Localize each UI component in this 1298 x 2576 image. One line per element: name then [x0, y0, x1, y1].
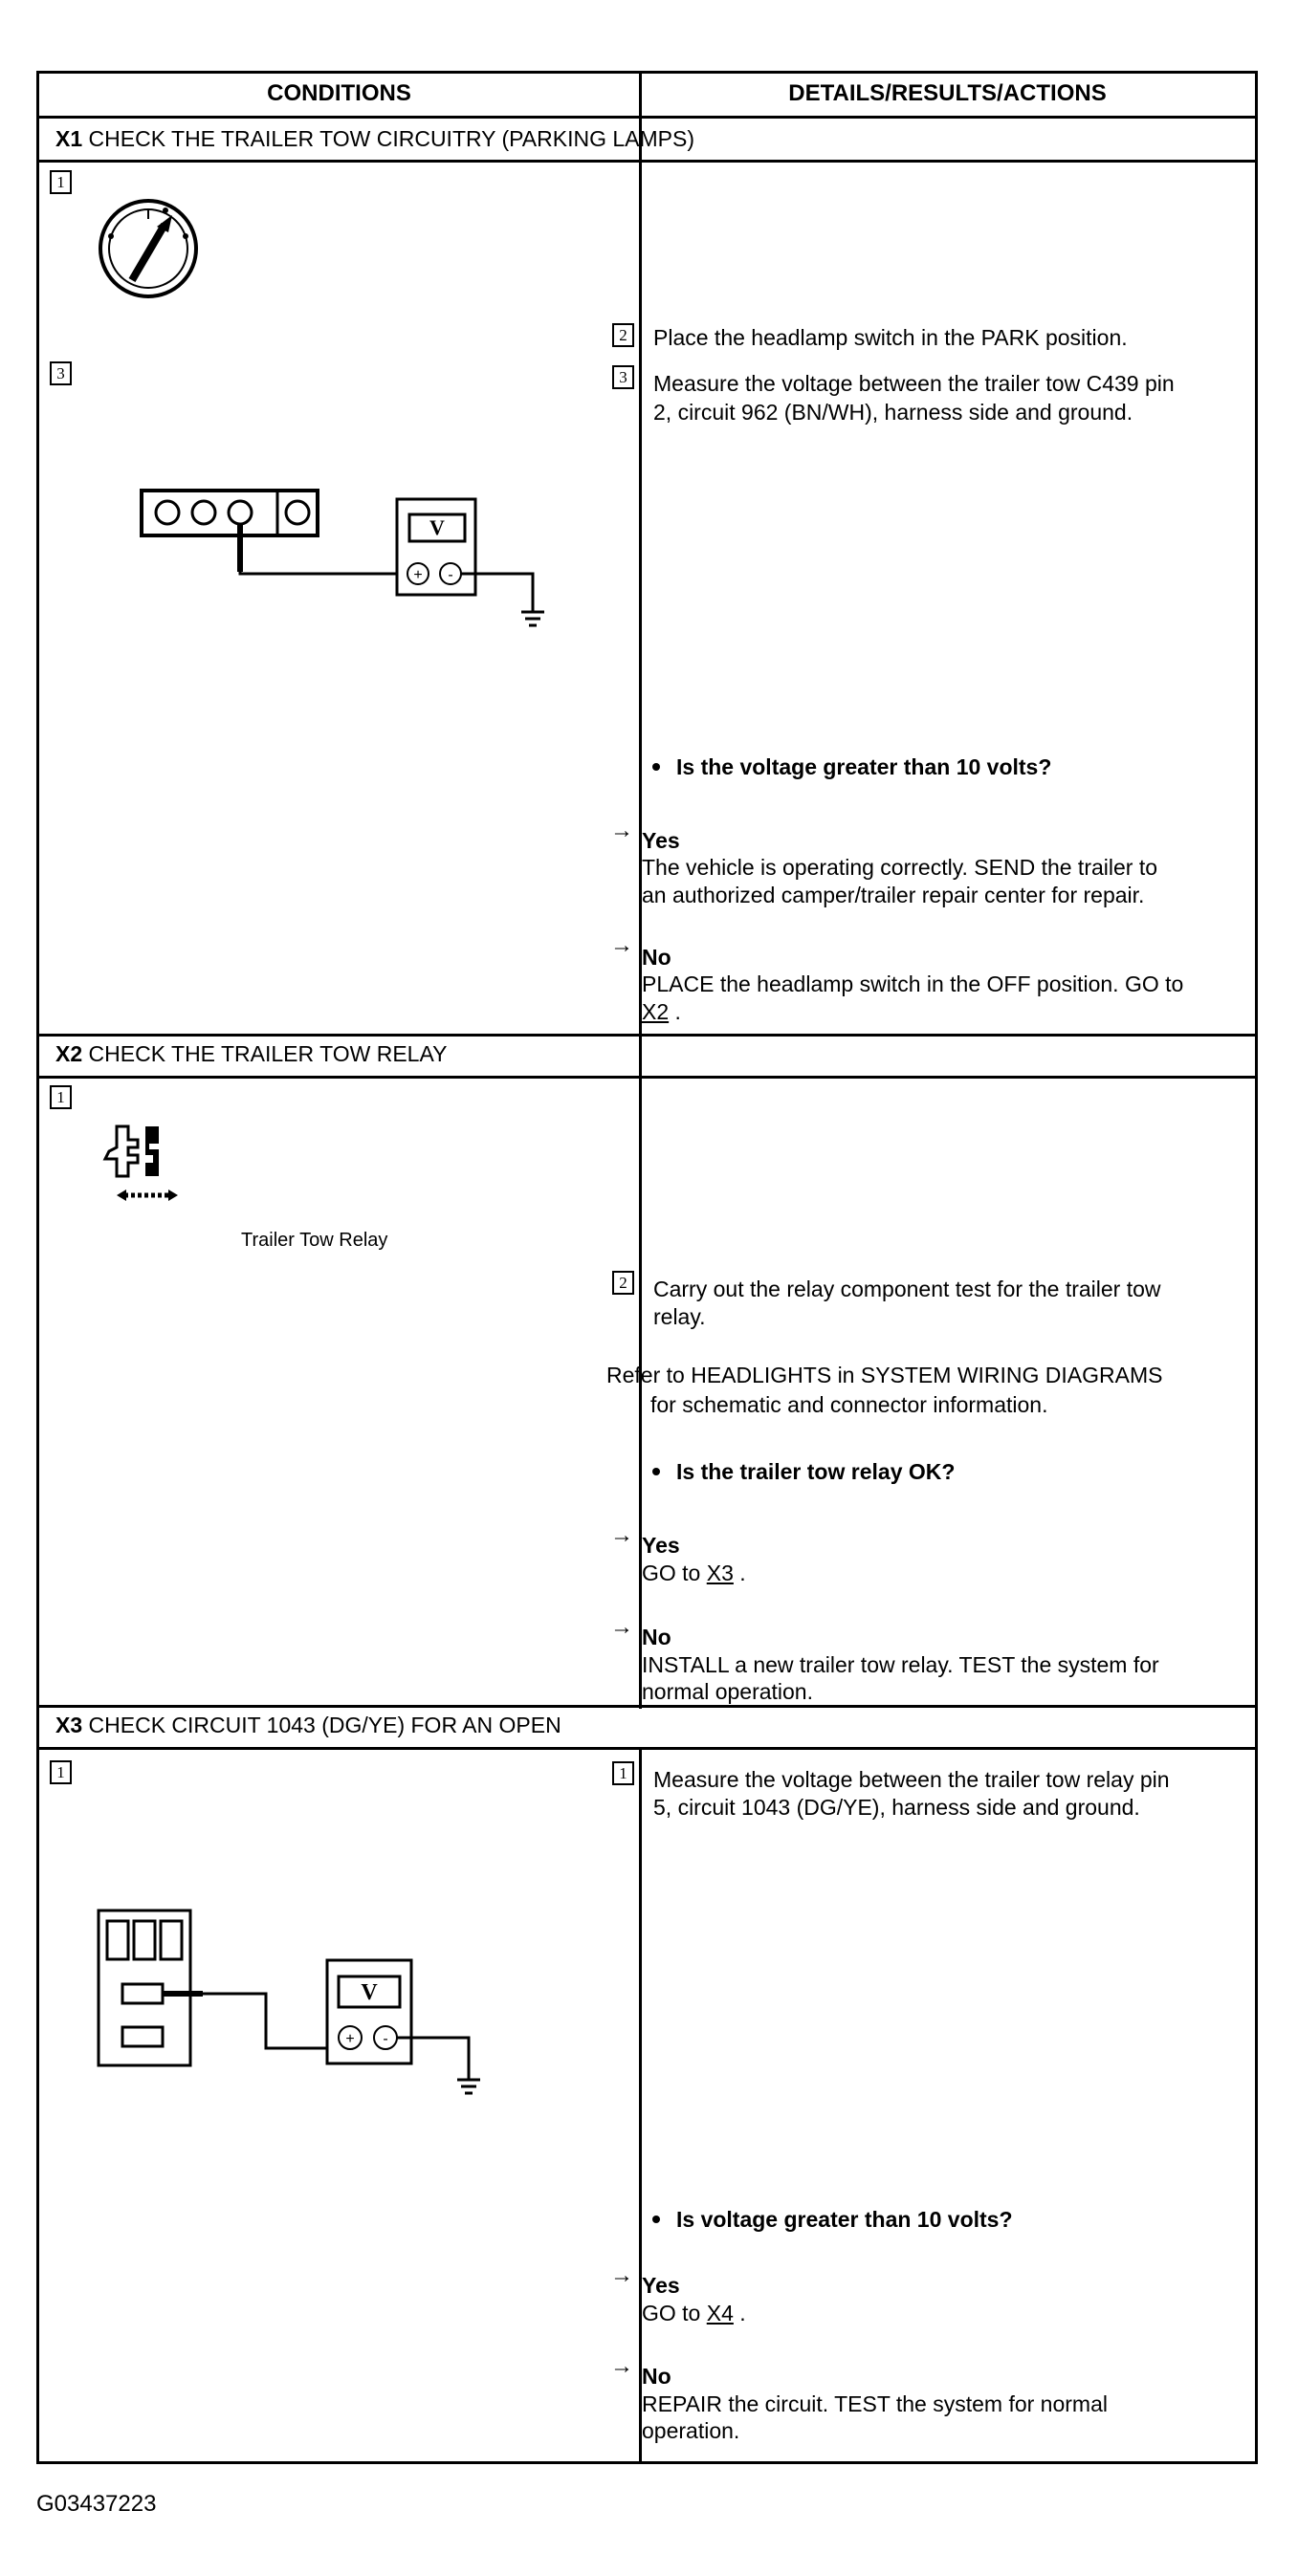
svg-text:+: + [345, 2031, 355, 2047]
step-number-box: 2 [612, 1271, 634, 1295]
yes-label: Yes [642, 2273, 680, 2298]
step-text: Place the headlamp switch in the PARK position. [653, 325, 1128, 350]
arrow-right-icon: → [610, 2353, 633, 2379]
reference-text: for schematic and connector information. [650, 1392, 1048, 1417]
svg-text:V: V [361, 1980, 378, 2005]
go-to-prefix: GO to [642, 1561, 701, 1585]
svg-text:V: V [429, 515, 445, 539]
svg-text:-: - [383, 2031, 388, 2047]
connector-voltmeter-diagram [139, 478, 560, 641]
result-text: PLACE the headlamp switch in the OFF position. GO to [642, 971, 1184, 996]
column-header-conditions: CONDITIONS [267, 80, 411, 106]
result-text: The vehicle is operating correctly. SEND the trailer to [642, 855, 1158, 880]
arrow-right-icon: → [610, 932, 633, 958]
step-text: 2, circuit 962 (BN/WH), harness side and ground. [653, 400, 1133, 425]
step-number-box: 2 [612, 323, 634, 347]
step-number-box: 1 [50, 170, 72, 194]
step-number-box: 1 [50, 1085, 72, 1109]
arrow-right-icon: → [610, 1614, 633, 1640]
result-text: REPAIR the circuit. TEST the system for normal [642, 2391, 1108, 2416]
result-text: an authorized camper/trailer repair center for repair. [642, 883, 1145, 907]
no-label: No [642, 2364, 671, 2389]
yes-label: Yes [642, 1533, 680, 1558]
arrow-right-icon: → [610, 1522, 633, 1548]
go-to-x4-link[interactable]: X4 [706, 2301, 734, 2325]
section-id: X1 [55, 126, 83, 151]
column-divider [639, 1749, 642, 2464]
arrow-right-icon: → [610, 818, 633, 843]
arrow-right-icon: → [610, 2262, 633, 2288]
no-label: No [642, 1625, 671, 1649]
row-rule [39, 1076, 1255, 1079]
yes-label: Yes [642, 828, 680, 853]
relay-icon [96, 1119, 201, 1214]
bullet-icon [652, 763, 660, 771]
row-rule [39, 116, 1255, 119]
figure-caption: Trailer Tow Relay [241, 1230, 388, 1251]
section-title-x3 [55, 1712, 561, 1738]
reference-text: Refer to HEADLIGHTS in SYSTEM WIRING DIAGRAMS [606, 1363, 1163, 1387]
figure-code: G03437223 [36, 2491, 157, 2517]
result-text: normal operation. [642, 1679, 813, 1704]
column-header-details: DETAILS/RESULTS/ACTIONS [788, 80, 1107, 106]
column-divider [639, 1078, 642, 1709]
question-text: Is voltage greater than 10 volts? [676, 2207, 1013, 2232]
svg-text:+: + [413, 567, 423, 583]
row-rule [39, 1034, 1255, 1037]
section-title-x2 [55, 1040, 447, 1067]
bullet-icon [652, 2216, 660, 2223]
step-number-box: 1 [50, 1760, 72, 1784]
section-id: X3 [55, 1713, 83, 1737]
step-number-box: 1 [612, 1761, 634, 1785]
bullet-icon [652, 1468, 660, 1475]
row-rule [39, 1705, 1255, 1708]
question-text: Is the voltage greater than 10 volts? [676, 754, 1052, 779]
step-number-box: 3 [612, 365, 634, 389]
section-title-x1 [55, 125, 694, 152]
section-title-text: CHECK THE TRAILER TOW CIRCUITRY (PARKING LAMPS) [88, 126, 694, 151]
step-text: Measure the voltage between the trailer tow relay pin [653, 1767, 1170, 1792]
question-text: Is the trailer tow relay OK? [676, 1459, 956, 1484]
result-text-link-line: GO to X4 . [642, 2301, 746, 2325]
go-to-x3-link[interactable]: X3 [706, 1561, 734, 1585]
result-text-link-line: X2 . [642, 999, 681, 1024]
step-number-box: 3 [50, 361, 72, 385]
row-rule [39, 1747, 1255, 1750]
section-id: X2 [55, 1041, 83, 1066]
step-text: Carry out the relay component test for the trailer tow [653, 1277, 1161, 1301]
step-text: relay. [653, 1304, 706, 1329]
row-rule [39, 160, 1255, 163]
section-title-text: CHECK THE TRAILER TOW RELAY [88, 1041, 448, 1066]
result-text-link-line: GO to X3 . [642, 1561, 746, 1585]
step-text: Measure the voltage between the trailer tow C439 pin [653, 371, 1175, 396]
svg-text:-: - [448, 567, 453, 583]
section-title-text: CHECK CIRCUIT 1043 (DG/YE) FOR AN OPEN [88, 1713, 561, 1737]
result-text: operation. [642, 2418, 740, 2443]
ignition-switch-icon [96, 196, 201, 301]
result-text: INSTALL a new trailer tow relay. TEST the system for [642, 1652, 1159, 1677]
go-to-x2-link[interactable]: X2 [642, 999, 670, 1024]
step-text: 5, circuit 1043 (DG/YE), harness side and ground. [653, 1795, 1140, 1820]
relay-box-voltmeter-diagram [96, 1908, 497, 2108]
go-to-prefix: GO to [642, 2301, 701, 2325]
no-label: No [642, 945, 671, 970]
